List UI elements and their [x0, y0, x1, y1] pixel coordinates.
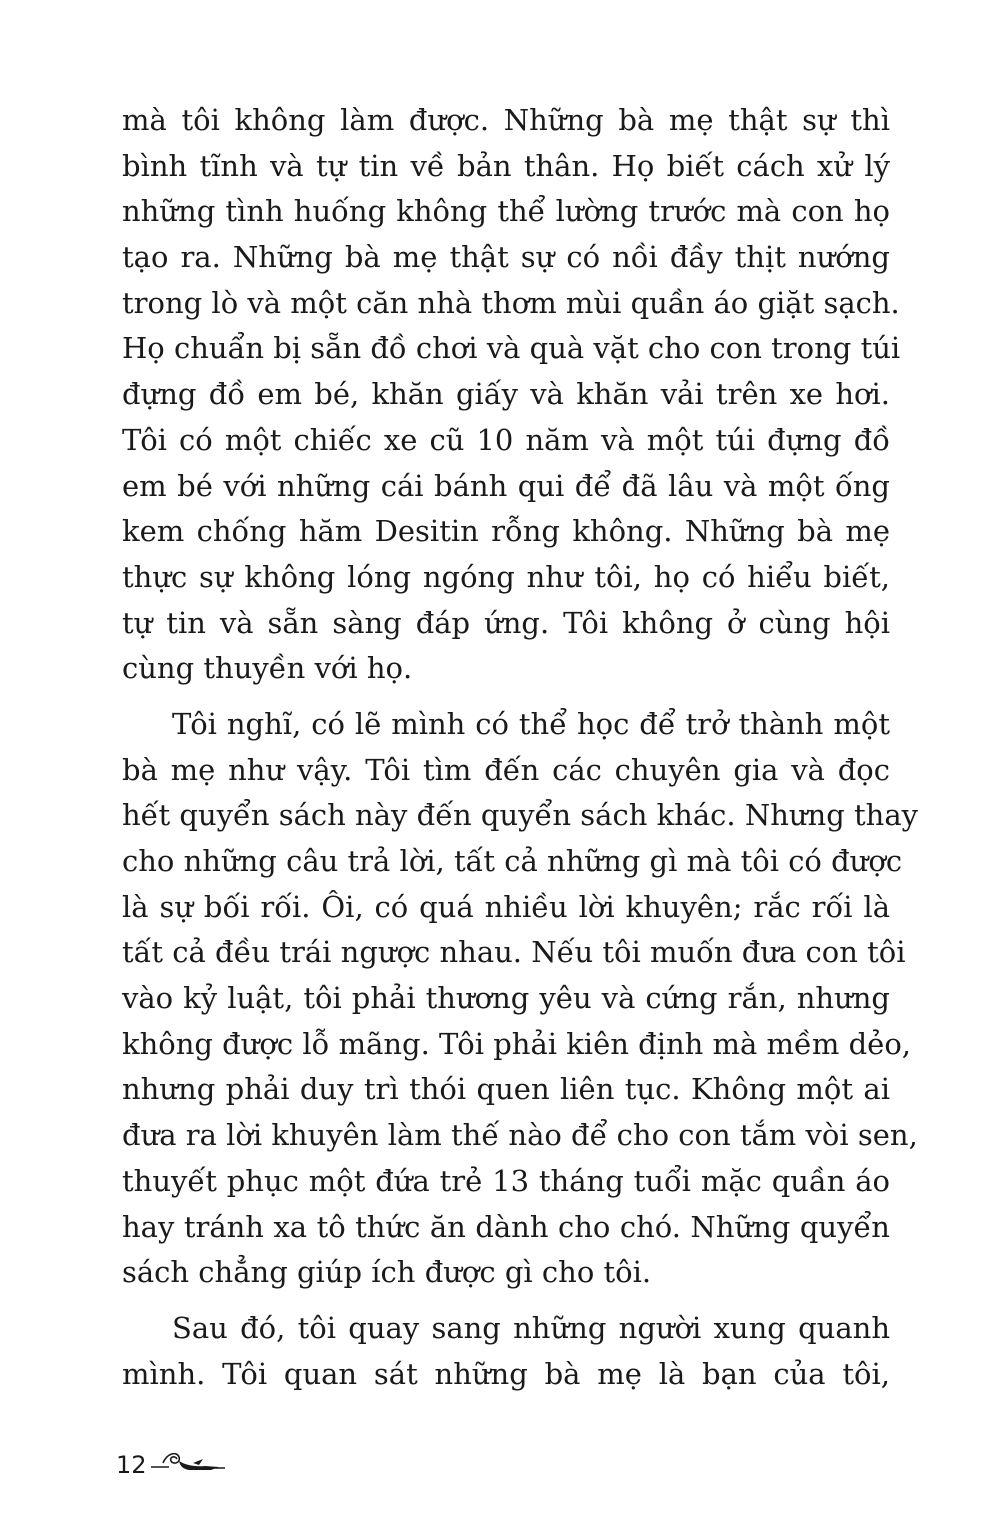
body-text — [122, 98, 919, 1397]
text-line: cùng thuyền với họ. — [122, 651, 413, 686]
text-line: bà mẹ như vậy. Tôi tìm đến các chuyên gia và đọc — [122, 752, 890, 787]
text-line: bình tĩnh và tự tin về bản thân. Họ biết cách xử lý — [122, 148, 890, 183]
text-line: Sau đó, tôi quay sang những người xung quanh — [172, 1310, 890, 1345]
text-line: vào kỷ luật, tôi phải thương yêu và cứng rắn, nhưng — [122, 981, 890, 1016]
page-number: 12 — [116, 1451, 147, 1479]
text-line: hết quyển sách này đến quyển sách khác. Nhưng thay — [122, 798, 919, 833]
text-line: mình. Tôi quan sát những bà mẹ là bạn của tôi, — [122, 1356, 890, 1391]
paragraph-1 — [122, 98, 901, 692]
text-line: thực sự không lóng ngóng như tôi, họ có hiểu biết, — [122, 559, 890, 594]
text-line: kem chống hăm Desitin rỗng không. Những bà mẹ — [122, 514, 890, 549]
paragraph-spacer — [122, 1296, 890, 1306]
text-line: thuyết phục một đứa trẻ 13 tháng tuổi mặc quần áo — [122, 1163, 890, 1198]
text-line: sách chẳng giúp ích được gì cho tôi. — [122, 1255, 652, 1290]
text-line: em bé với những cái bánh qui để đã lâu và một ống — [122, 468, 890, 503]
text-line: cho những câu trả lời, tất cả những gì mà tôi có được — [122, 844, 903, 878]
text-line: Họ chuẩn bị sẵn đồ chơi và quà vặt cho con trong túi — [122, 331, 901, 366]
text-line: những tình huống không thể lường trước mà con họ — [122, 194, 890, 229]
paragraph-2 — [122, 702, 919, 1296]
text-line: mà tôi không làm được. Những bà mẹ thật sự thì — [122, 103, 890, 137]
page-footer — [116, 1440, 229, 1480]
text-line: tự tin và sẵn sàng đáp ứng. Tôi không ở cùng hội — [122, 605, 890, 640]
text-line: đưa ra lời khuyên làm thế nào để cho con tắm vòi sen, — [122, 1118, 918, 1153]
text-line: Tôi có một chiếc xe cũ 10 năm và một túi đựng đồ — [122, 422, 890, 457]
text-line: hay tránh xa tô thức ăn dành cho chó. Những quyển — [122, 1209, 890, 1244]
text-line: đựng đồ em bé, khăn giấy và khăn vải trên xe hơi. — [122, 377, 890, 412]
text-line: tất cả đều trái ngược nhau. Nếu tôi muốn đưa con tôi — [122, 935, 906, 970]
text-line: nhưng phải duy trì thói quen liên tục. Không một ai — [122, 1072, 890, 1107]
swan-ornament-icon — [149, 1447, 229, 1478]
text-line: tạo ra. Những bà mẹ thật sự có nồi đầy thịt nướng — [122, 240, 890, 275]
paragraph-spacer — [122, 692, 890, 702]
text-line: trong lò và một căn nhà thơm mùi quần áo giặt sạch. — [122, 285, 900, 320]
text-line: Tôi nghĩ, có lẽ mình có thể học để trở thành một — [172, 706, 890, 741]
text-line: không được lỗ mãng. Tôi phải kiên định mà mềm dẻo, — [122, 1026, 912, 1061]
paragraph-3 — [122, 1306, 890, 1397]
text-line: là sự bối rối. Ôi, có quá nhiều lời khuyên; rắc rối là — [122, 889, 890, 924]
